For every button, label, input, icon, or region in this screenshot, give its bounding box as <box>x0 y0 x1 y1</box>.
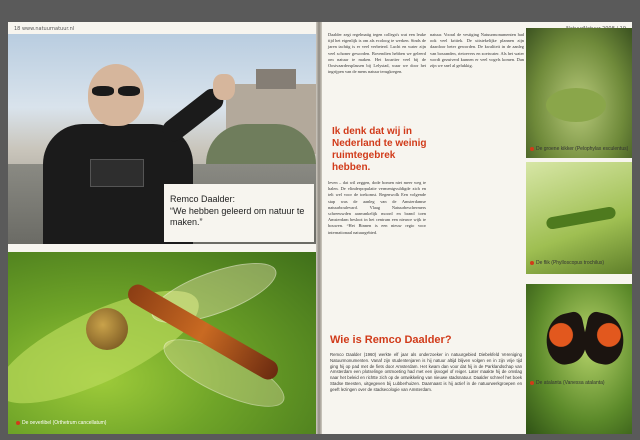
bullet-icon <box>530 147 534 151</box>
caption-name: Remco Daalder: <box>170 194 236 204</box>
bird-caption <box>530 260 630 266</box>
bullet-icon <box>16 421 20 425</box>
bird-photo <box>526 162 632 274</box>
caption-quote: “We hebben geleerd om natuur te maken.” <box>170 206 305 227</box>
butterfly-wing <box>579 310 629 367</box>
frog-caption-text: De groene kikker (Pelophylax esculentus) <box>536 146 629 152</box>
sunglasses <box>88 86 144 96</box>
pull-quote: Ik denk dat wij in Nederland te weinig ruimtegebrek hebben. <box>332 126 427 173</box>
dragonfly-wing <box>145 252 283 335</box>
box-text: Remco Daalder (1960) werkte elf jaar als onderzoeker in natuurgebied Diebekfeld Vereniging Natuurmonumenten. Vanaf zijn studentenjaren is hij natuur altijd blijven volgen en in zijn vrije tijd ging hij op pad met de fiets door Amsterdam. Het kwam dan voor dat hij in de Parklandschap van Amsterdam een plotselinge ontmoeting had met een ijsvogel of reiger. Later maakte hij de omslag naar het beleid en richtte zich op de ontwikkeling van nieuwe stadsnatuur. Daalder schreef het boek Stadse Beesten, uitgegeven bij Lubberhuizen. Daarnaast is hij actief in de natuurwerkgroepen en geeft lezingen over de stadsecologie van Amsterdam. <box>330 352 522 392</box>
portrait-photo <box>8 34 316 244</box>
butterfly-caption <box>530 380 630 386</box>
right-page <box>322 22 632 434</box>
box-title: Wie is Remco Daalder? <box>330 334 452 346</box>
right-col2-text: natuur. Vooral de vestiging Natuurmonumenten had ook veel kritiek. De uitstekelijke plannen zijn daardoor beter geworden. De kwaliteit in de aanleg van bosranden, rietoevers en zoetwater. Als het water wordt gezuiverd kunnen er veel vogels komen. Dan zijn we snel al gelukkig. <box>430 32 524 69</box>
left-column-text: leven – dat wil zeggen, dode bomen niet meer weg te halen. De vlinderpopulatie vermenigvuldigde zich en telt wel voor de toekomst. Regenwolk Een volgende stap was de aanleg van de Amsterdamse natuurboulevard. Vlaag Natuurbeschermers schreeuwden aanvankelijk moord en brand toen Amsterdam besloot in het centrum een nieuwe wijk te bouwen. “Het Binnen is een nieuw regio voor internationaal natuurgebied. <box>328 180 426 235</box>
dragonfly-caption <box>16 420 106 426</box>
building <box>256 69 296 89</box>
frog <box>546 88 606 122</box>
left-page <box>8 22 316 434</box>
dragonfly-caption-text: De oeverlibel (Orthetrum cancellatum) <box>22 420 107 426</box>
bird <box>545 206 616 230</box>
shirt-print <box>90 159 144 187</box>
bullet-icon <box>530 381 534 385</box>
frog-caption <box>530 146 630 152</box>
frog-photo <box>526 28 632 158</box>
dragonfly-head <box>86 308 128 350</box>
hand <box>213 74 235 100</box>
dragonfly-photo <box>8 252 316 434</box>
bullet-icon <box>530 261 534 265</box>
butterfly-photo <box>526 284 632 434</box>
left-header: 18 www.natuurnatuur.nl <box>14 26 75 32</box>
bird-caption-text: De flik (Phylloscopus trochilus) <box>536 260 605 266</box>
butterfly-caption-text: De atalanta (Vanessa atalanta) <box>536 380 605 386</box>
right-col1-text: Daalder zegt regelmatig tegen collega's wat een leuke tijd het eigenlijk is om als ecoloog te werken. Sinds de jaren tachtig is er veel verbeterd. Lucht en water zijn veel schoner geworden. Bovendien hebben we geleerd om natuur te maken. Het kwartier veel bij de Oostvaardersplassen bij Lelystad, waar we door het ingrijpen van de mens natuur terugkregen. <box>328 32 426 75</box>
